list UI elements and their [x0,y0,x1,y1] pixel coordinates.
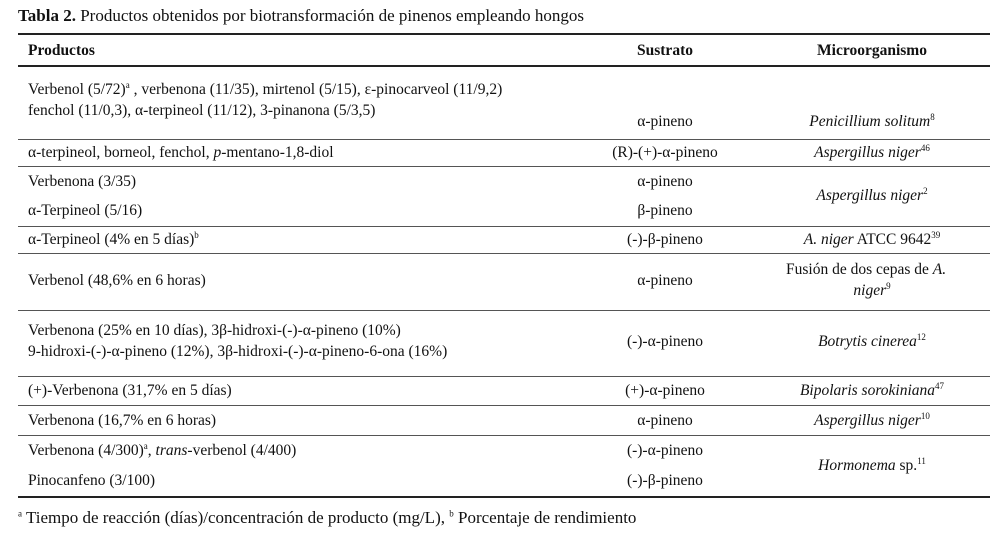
row-divider [18,226,990,227]
table-footnote: $^a$ Tiempo de reacción (días)/concentración de producto (mg/L), $^b$ Porcentaje de rendimiento [18,508,637,527]
top-rule [18,33,990,35]
row7-substrate: (+)-α-pineno [625,382,705,399]
header-sustrato: Sustrato [637,42,693,59]
bottom-rule [18,496,990,498]
row-divider [18,310,990,311]
row6-microorganism: Botrytis cinerea$^{12}$ [818,331,926,350]
row6-products-line2: 9-hidroxi-(-)-α-pineno (12%), 3β-hidroxi-(-)-α-pineno-6-ona (16%) [28,343,448,360]
row5-substrate: α-pineno [637,272,693,289]
row4-products: α-Terpineol (4% en 5 días)$^b$ [28,229,199,248]
row-divider [18,166,990,167]
row-divider [18,253,990,254]
row6-substrate: (-)-α-pineno [626,333,704,350]
header-rule [18,65,990,67]
row9-substrate2: (-)-β-pineno [627,472,703,489]
row-divider [18,405,990,406]
row9-microorganism: Hormonema sp.$^{11}$ [818,455,926,474]
row6-products-line1: Verbenona (25% en 10 días), 3β-hidroxi-(-)-α-pineno (10%) [28,322,401,339]
row4-substrate: (-)-β-pineno [627,231,703,248]
row-divider [18,376,990,377]
row1-products-line2: fenchol (11/0,3), α-terpineol (11/12), 3-pinanona (5/3,5) [28,102,376,119]
row1-substrate: α-pineno [637,113,693,130]
row5-microorganism-line1: Fusión de dos cepas de A. [786,261,947,278]
row1-products-line1: Verbenol $(5/72)^a$ , verbenona (11/35), mirtenol (5/15), ε-pinocarveol (11/9,2) [28,79,503,98]
row7-products: (+)-Verbenona (31,7% en 5 días) [28,382,232,399]
row3-products-line2: α-Terpineol (5/16) [28,202,143,219]
row4-microorganism: A. niger ATCC 9642$^{39}$ [803,229,941,248]
row3-microorganism: Aspergillus niger$^2$ [816,185,928,204]
row9-products-line2: Pinocanfeno (3/100) [28,472,155,489]
row5-products: Verbenol (48,6% en 6 horas) [28,272,206,289]
caption-label: Tabla 2. [18,6,76,25]
row8-substrate: α-pineno [637,412,693,429]
row2-microorganism: Aspergillus niger$^{46}$ [814,142,930,161]
row2-products: α-terpineol, borneol, fenchol, p-mentano-1,8-diol [28,144,334,161]
row8-microorganism: Aspergillus niger$^{10}$ [814,410,930,429]
row5-microorganism-line2: niger$^9$ [853,280,891,299]
header-productos: Productos [28,42,95,59]
row8-products: Verbenona (16,7% en 6 horas) [28,412,217,429]
row-divider [18,435,990,436]
row2-substrate: (R)-(+)-α-pineno [612,144,718,161]
caption-text: Productos obtenidos por biotransformación de pinenos empleando hongos [80,6,584,25]
row1-microorganism: Penicillium solitum$^8$ [809,111,935,130]
table-caption [18,6,584,26]
row3-substrate1: α-pineno [637,173,693,190]
row3-products-line1: Verbenona (3/35) [28,173,137,190]
row-divider [18,139,990,140]
header-microorganismo: Microorganismo [817,42,927,59]
row9-products-line1: Verbenona $(4/300)^a$, trans-verbenol (4/400) [28,440,297,459]
row3-substrate2: β-pineno [637,202,693,219]
row7-microorganism: Bipolaris sorokiniana$^{47}$ [799,380,945,399]
row9-substrate1: (-)-α-pineno [626,442,704,459]
